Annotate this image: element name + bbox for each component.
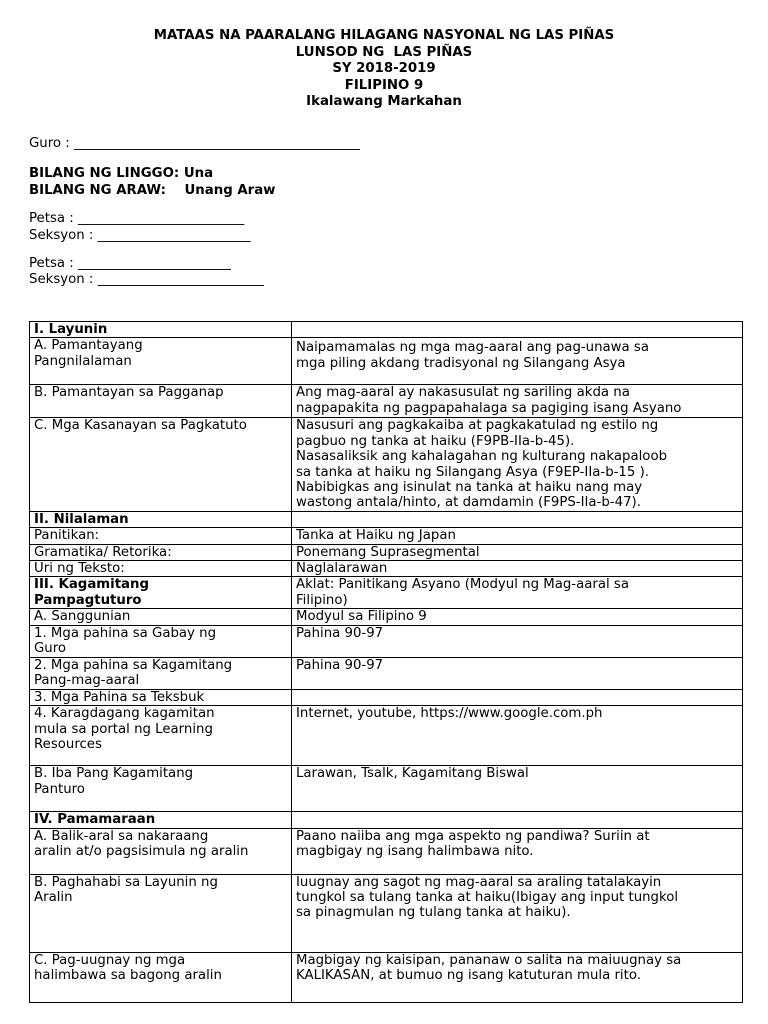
table-cell bbox=[292, 689, 743, 705]
petsa-field-1[interactable]: Petsa : _________________________ bbox=[29, 211, 245, 227]
row-label: B. Iba Pang Kagamitang Panturo bbox=[30, 766, 292, 812]
row-label: A. Balik-aral sa nakaraang aralin at/o pagsisimula ng aralin bbox=[30, 828, 292, 874]
table-row bbox=[30, 625, 743, 657]
document-header bbox=[0, 28, 768, 111]
section-heading: III. Kagamitang Pampagtuturo bbox=[30, 577, 292, 609]
table-row bbox=[30, 544, 743, 560]
guro-field[interactable]: Guro : ___________________________________________ bbox=[29, 136, 360, 151]
row-label: B. Paghahabi sa Layunin ng Aralin bbox=[30, 874, 292, 952]
table-cell: Internet, youtube, https://www.google.com.ph bbox=[292, 706, 743, 766]
info-fields bbox=[29, 136, 360, 289]
table-cell: Magbigay ng kaisipan, pananaw o salita na maiuugnay sa KALIKASAN, at bumuo ng isang katuturan mula rito. bbox=[292, 952, 743, 1002]
table-cell: Modyul sa Filipino 9 bbox=[292, 609, 743, 625]
table-row bbox=[30, 657, 743, 689]
table-row bbox=[30, 511, 743, 527]
table-cell: Aklat: Panitikang Asyano (Modyul ng Mag-aaral sa Filipino) bbox=[292, 577, 743, 609]
table-row bbox=[30, 812, 743, 828]
row-label: A. Sanggunian bbox=[30, 609, 292, 625]
week-number: BILANG NG LINGGO: Una bbox=[29, 166, 214, 182]
table-cell: Naglalarawan bbox=[292, 561, 743, 577]
table-cell: Iuugnay ang sagot ng mag-aaral sa araling tatalakayin tungkol sa tulang tanka at haiku(Ibigay ang input tungkol sa pinagmulan ng tulang tanka at haiku). bbox=[292, 874, 743, 952]
table-row bbox=[30, 418, 743, 511]
table-cell: Nasusuri ang pagkakaiba at pagkakatulad ng estilo ng pagbuo ng tanka at haiku (F9PB-IIa-b-45). Nasasaliksik ang kahalagahan ng kulturang nakapaloob sa tanka at haiku ng Silangang Asya (F9EP-IIa-b-15 ). Nabibigkas ang isinulat na tanka at haiku nang may wastong antala/hinto, at damdamin (F9PS-IIa-b-47). bbox=[292, 418, 743, 511]
table-cell: Larawan, Tsalk, Kagamitang Biswal bbox=[292, 766, 743, 812]
quarter-title: Ikalawang Markahan bbox=[306, 94, 462, 110]
table-cell bbox=[292, 322, 743, 338]
city-name: LUNSOD NG LAS PIÑAS bbox=[295, 44, 473, 60]
table-cell: Ang mag-aaral ay nakasusulat ng sariling akda na nagpapakita ng pagpapahalaga sa pagiging isang Asyano bbox=[292, 385, 743, 418]
table-cell: Tanka at Haiku ng Japan bbox=[292, 528, 743, 544]
table-row bbox=[30, 338, 743, 385]
school-name: MATAAS NA PAARALANG HILAGANG NASYONAL NG LAS PIÑAS bbox=[153, 28, 615, 43]
table-row bbox=[30, 874, 743, 952]
row-label: C. Mga Kasanayan sa Pagkatuto bbox=[30, 418, 292, 511]
table-cell: Pahina 90-97 bbox=[292, 657, 743, 689]
table-row bbox=[30, 952, 743, 1002]
table-row bbox=[30, 577, 743, 609]
table-cell: Ponemang Suprasegmental bbox=[292, 544, 743, 560]
table-cell bbox=[292, 511, 743, 527]
table-cell: Pahina 90-97 bbox=[292, 625, 743, 657]
school-year: SY 2018-2019 bbox=[332, 61, 436, 77]
row-label: Uri ng Teksto: bbox=[30, 561, 292, 577]
row-label: 1. Mga pahina sa Gabay ng Guro bbox=[30, 625, 292, 657]
row-label: Gramatika/ Retorika: bbox=[30, 544, 292, 560]
day-number: BILANG NG ARAW: Unang Araw bbox=[29, 182, 276, 198]
table-row bbox=[30, 609, 743, 625]
table-row bbox=[30, 689, 743, 705]
section-heading: IV. Pamamaraan bbox=[30, 812, 292, 828]
section-heading: II. Nilalaman bbox=[30, 511, 292, 527]
section-heading: I. Layunin bbox=[30, 322, 292, 338]
table-cell bbox=[292, 812, 743, 828]
table-cell: Naipamamalas ng mga mag-aaral ang pag-unawa sa mga piling akdang tradisyonal ng Silangang Asya bbox=[292, 338, 743, 385]
row-label: 4. Karagdagang kagamitan mula sa portal ng Learning Resources bbox=[30, 706, 292, 766]
row-label: 3. Mga Pahina sa Teksbuk bbox=[30, 689, 292, 705]
table-row bbox=[30, 385, 743, 418]
table-row bbox=[30, 706, 743, 766]
table-row bbox=[30, 766, 743, 812]
table-row bbox=[30, 528, 743, 544]
seksyon-field-2[interactable]: Seksyon : _________________________ bbox=[29, 272, 264, 288]
table-row bbox=[30, 322, 743, 338]
lesson-plan-table bbox=[29, 321, 743, 1003]
row-label: 2. Mga pahina sa Kagamitang Pang-mag-aaral bbox=[30, 657, 292, 689]
row-label: Panitikan: bbox=[30, 528, 292, 544]
row-label: C. Pag-uugnay ng mga halimbawa sa bagong aralin bbox=[30, 952, 292, 1002]
table-row bbox=[30, 561, 743, 577]
subject-title: FILIPINO 9 bbox=[344, 77, 424, 93]
row-label: B. Pamantayan sa Pagganap bbox=[30, 385, 292, 418]
table-row bbox=[30, 828, 743, 874]
petsa-field-2[interactable]: Petsa : _______________________ bbox=[29, 256, 231, 272]
table-cell: Paano naiiba ang mga aspekto ng pandiwa? Suriin at magbigay ng isang halimbawa nito. bbox=[292, 828, 743, 874]
seksyon-field-1[interactable]: Seksyon : _______________________ bbox=[29, 227, 251, 243]
row-label: A. Pamantayang Pangnilalaman bbox=[30, 338, 292, 385]
